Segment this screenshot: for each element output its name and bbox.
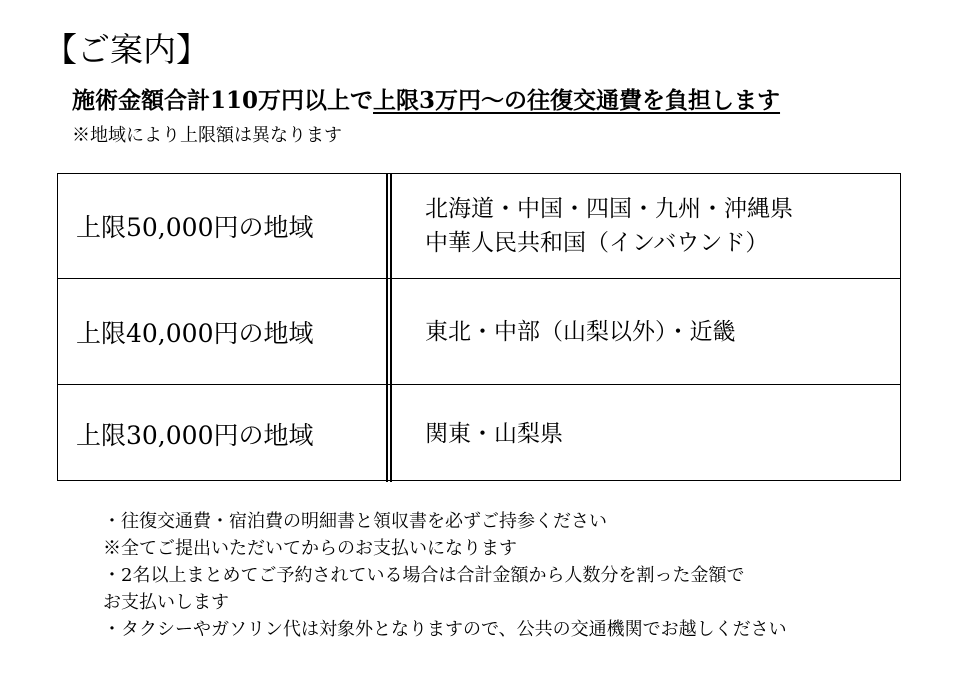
column-divider [386, 174, 388, 278]
note-item: ・往復交通費・宿泊費の明細書と領収書を必ずご持参ください [103, 511, 607, 532]
column-divider [390, 385, 392, 482]
column-divider [386, 385, 388, 482]
region-row [58, 278, 900, 385]
column-divider [390, 279, 392, 385]
region-area-line: 東北・中部（山梨以外）・近畿 [425, 319, 736, 345]
page-title: 【ご案内】 [44, 30, 209, 69]
column-divider [386, 279, 388, 385]
region-table [57, 173, 901, 481]
region-row [58, 384, 900, 482]
note-item: ※全てご提出いただいてからのお支払いになります [103, 538, 517, 559]
region-area-line: 北海道・中国・四国・九州・沖縄県 [425, 196, 793, 222]
region-limit-label: 上限40,000円の地域 [76, 319, 314, 348]
region-area-line: 中華人民共和国（インバウンド） [425, 230, 769, 256]
region-area-line: 関東・山梨県 [425, 420, 563, 447]
notes-list [103, 508, 787, 643]
headline-underlined: 上限3万円～の往復交通費を負担します [373, 87, 781, 114]
note-item: ・2名以上まとめてご予約されている場合は合計金額から人数分を割った金額で [103, 565, 745, 586]
column-divider [390, 174, 392, 278]
headline [72, 86, 780, 116]
region-limit-label: 上限50,000円の地域 [76, 213, 314, 242]
note-item: ・タクシーやガソリン代は対象外となりますので、公共の交通機関でお越しください [103, 619, 787, 640]
region-areas [425, 279, 736, 385]
region-areas [425, 174, 793, 278]
region-note: ※地域により上限額は異なります [72, 125, 342, 146]
headline-prefix: 施術金額合計110万円以上で [72, 87, 374, 114]
region-areas [425, 385, 563, 482]
note-item: お支払いします [103, 592, 229, 613]
region-limit-label: 上限30,000円の地域 [76, 420, 314, 450]
region-row [58, 174, 900, 278]
